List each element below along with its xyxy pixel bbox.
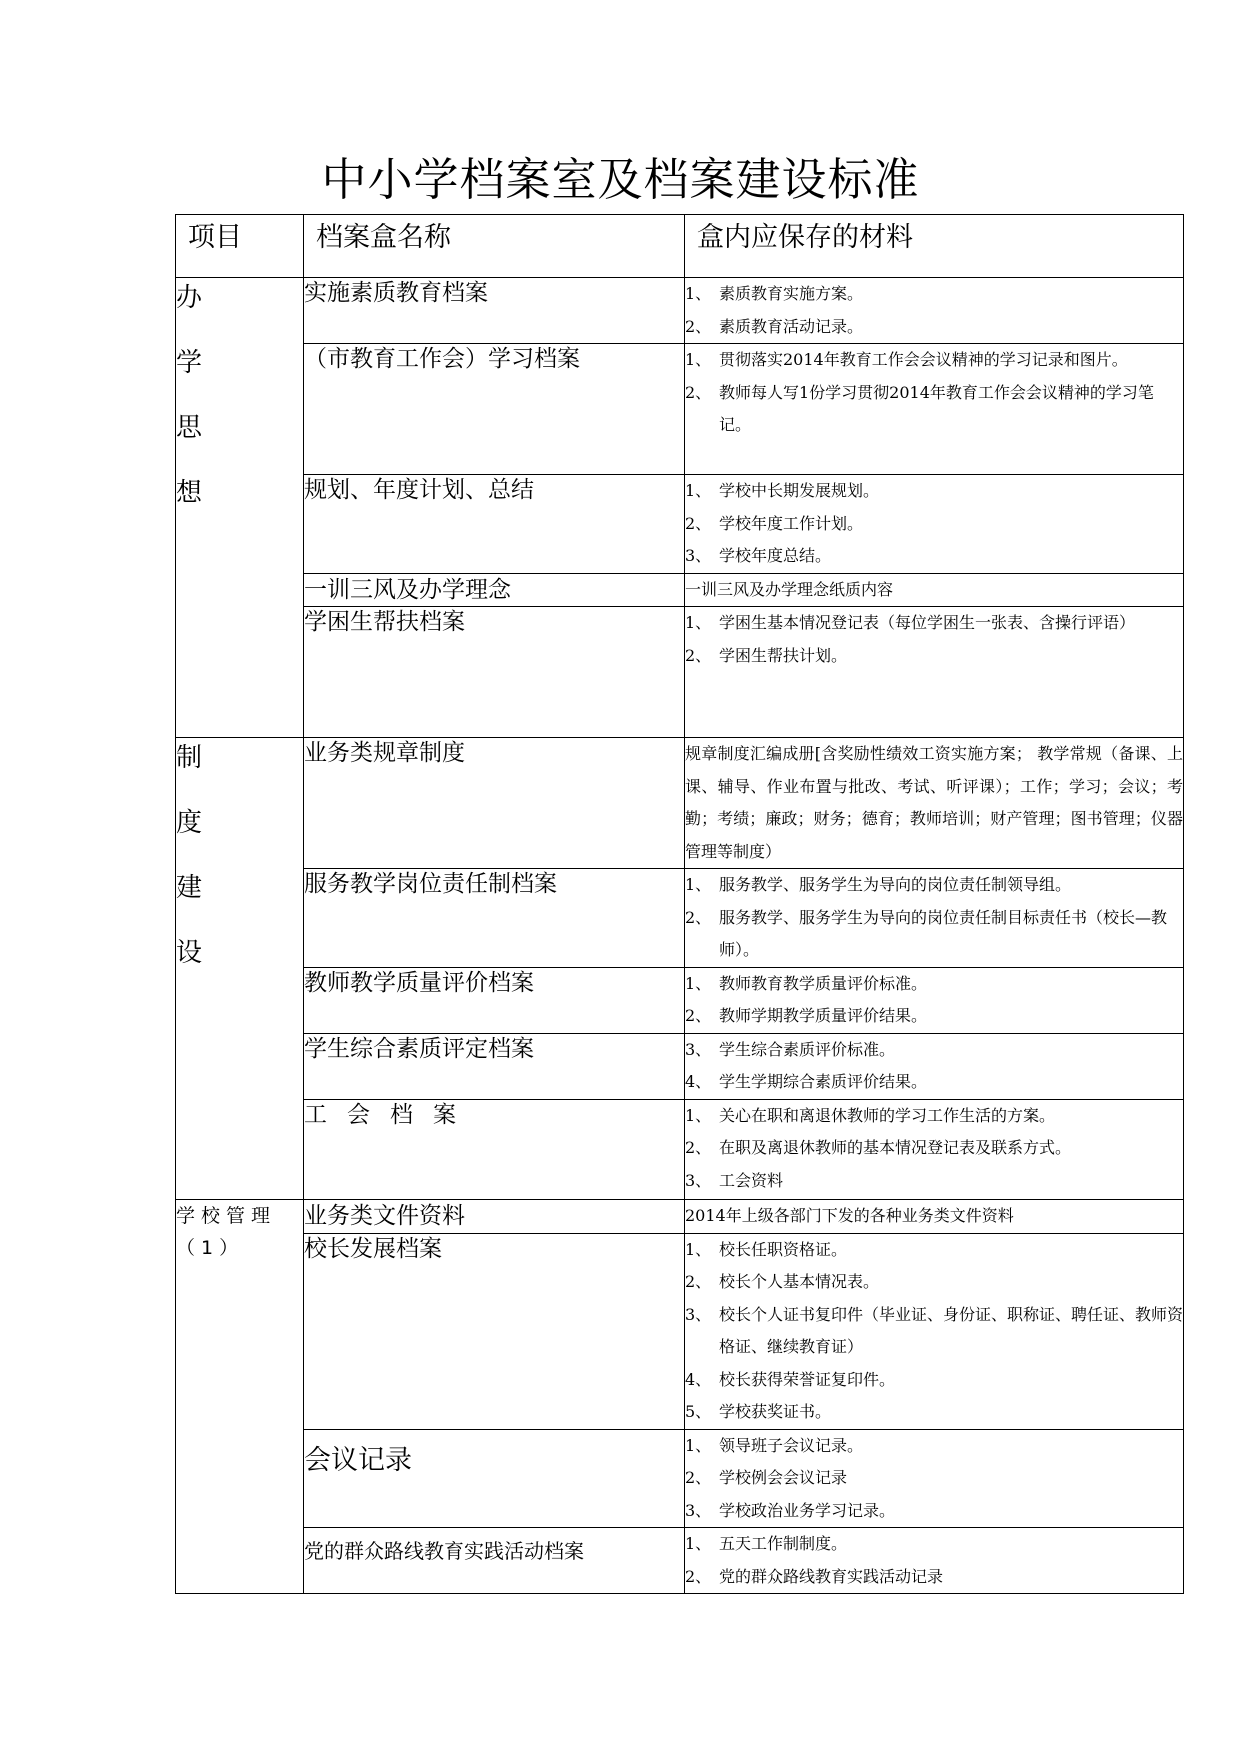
list-item: 3、 工会资料 [685, 1170, 784, 1190]
materials-cell [685, 1233, 1184, 1429]
category-cell: 制 度 建 设 [176, 738, 304, 1200]
materials-cell [685, 607, 1184, 738]
table-row [176, 738, 1184, 869]
list-item: 3、 学生综合素质评价标准。 [685, 1039, 896, 1059]
list-item: 1、 校长任职资格证。 [685, 1239, 848, 1259]
list-item: 3、 校长个人证书复印件（毕业证、身份证、职称证、聘任证、教师资格证、继续教育证） [685, 1304, 1184, 1356]
list-item: 4、 学生学期综合素质评价结果。 [685, 1072, 928, 1091]
list-item: 2、 教师每人写1份学习贯彻2014年教育工作会会议精神的学习笔记。 [685, 382, 1154, 434]
list-item: 2、 教师学期教学质量评价结果。 [685, 1006, 928, 1025]
list-item: 2、 校长个人基本情况表。 [685, 1272, 880, 1291]
table-row [176, 278, 1184, 344]
table-row [176, 573, 1184, 607]
table-row [176, 1429, 1184, 1528]
box-name: 规划、年度计划、总结 [304, 475, 685, 574]
box-name: 学生综合素质评定档案 [304, 1033, 685, 1099]
header-materials: 盒内应保存的材料 [697, 222, 913, 253]
list-item: 1、 学困生基本情况登记表（每位学困生一张表、含操行评语） [685, 613, 1136, 632]
box-name: 校长发展档案 [304, 1233, 685, 1429]
table-row [176, 1099, 1184, 1199]
list-item: 2、 党的群众路线教育实践活动记录 [685, 1566, 944, 1586]
list-item: 1、 教师教育教学质量评价标准。 [685, 973, 928, 993]
table-header-row [176, 215, 1184, 278]
list-item: 1、 服务教学、服务学生为导向的岗位责任制领导组。 [685, 875, 1072, 894]
materials-cell [685, 869, 1184, 968]
materials-cell: 规章制度汇编成册[含奖励性绩效工资实施方案； 教学常规（备课、上课、辅导、作业布置与批改、考试、听评课）；工作；学习；会议；考勤；考绩；廉政；财务；德育；教师培训；财产管理；图书管理；仪器管理等制度） [685, 738, 1184, 869]
header-project: 项目 [188, 222, 242, 253]
materials-cell [685, 475, 1184, 574]
box-name: （市教育工作会）学习档案 [304, 344, 685, 475]
table-row [176, 1528, 1184, 1594]
materials-cell [685, 1099, 1184, 1199]
list-item: 2、 服务教学、服务学生为导向的岗位责任制目标责任书（校长—教师）。 [685, 907, 1168, 959]
table-row [176, 1033, 1184, 1099]
list-item: 3、 学校政治业务学习记录。 [685, 1500, 896, 1520]
table-row [176, 1233, 1184, 1429]
box-name: 工会档案 [304, 1099, 685, 1199]
table-row [176, 475, 1184, 574]
box-name: 会议记录 [304, 1429, 685, 1528]
materials-cell [685, 1429, 1184, 1528]
list-item: 5、 学校获奖证书。 [685, 1402, 832, 1421]
table-row [176, 607, 1184, 738]
list-item: 2、 素质教育活动记录。 [685, 316, 864, 336]
list-item: 4、 校长获得荣誉证复印件。 [685, 1369, 896, 1389]
table-row [176, 1199, 1184, 1233]
category-cell: 办 学 思 想 [176, 278, 304, 738]
box-name: 学困生帮扶档案 [304, 607, 685, 738]
materials-cell [685, 1033, 1184, 1099]
list-item: 1、 领导班子会议记录。 [685, 1435, 864, 1455]
box-name: 服务教学岗位责任制档案 [304, 869, 685, 968]
list-item: 2、 学困生帮扶计划。 [685, 645, 848, 665]
box-name: 教师教学质量评价档案 [304, 967, 685, 1033]
list-item: 1、 素质教育实施方案。 [685, 284, 864, 303]
materials-cell: 一训三风及办学理念纸质内容 [685, 573, 1184, 607]
list-item: 1、 关心在职和离退休教师的学习工作生活的方案。 [685, 1105, 1056, 1125]
list-item: 2、 学校例会会议记录 [685, 1468, 848, 1487]
list-item: 1、 贯彻落实2014年教育工作会会议精神的学习记录和图片。 [685, 350, 1128, 369]
category-cell: 学校管理（1） [176, 1199, 304, 1594]
list-item: 2、 学校年度工作计划。 [685, 513, 864, 533]
header-box-name: 档案盒名称 [316, 222, 451, 253]
list-item: 2、 在职及离退休教师的基本情况登记表及联系方式。 [685, 1138, 1072, 1157]
list-item: 1、 五天工作制制度。 [685, 1534, 848, 1553]
materials-cell: 2014年上级各部门下发的各种业务类文件资料 [685, 1199, 1184, 1233]
box-name: 实施素质教育档案 [304, 278, 685, 344]
table-row [176, 967, 1184, 1033]
materials-cell [685, 1528, 1184, 1594]
box-name: 一训三风及办学理念 [304, 573, 685, 607]
page-title: 中小学档案室及档案建设标准 [321, 153, 920, 206]
list-item: 1、 学校中长期发展规划。 [685, 481, 880, 500]
materials-cell [685, 344, 1184, 475]
box-name: 业务类规章制度 [304, 738, 685, 869]
table-row [176, 869, 1184, 968]
standards-table [175, 214, 1184, 1594]
materials-cell [685, 967, 1184, 1033]
box-name: 党的群众路线教育实践活动档案 [304, 1528, 685, 1594]
materials-cell [685, 278, 1184, 344]
table-row [176, 344, 1184, 475]
list-item: 3、 学校年度总结。 [685, 546, 832, 565]
box-name: 业务类文件资料 [304, 1199, 685, 1233]
